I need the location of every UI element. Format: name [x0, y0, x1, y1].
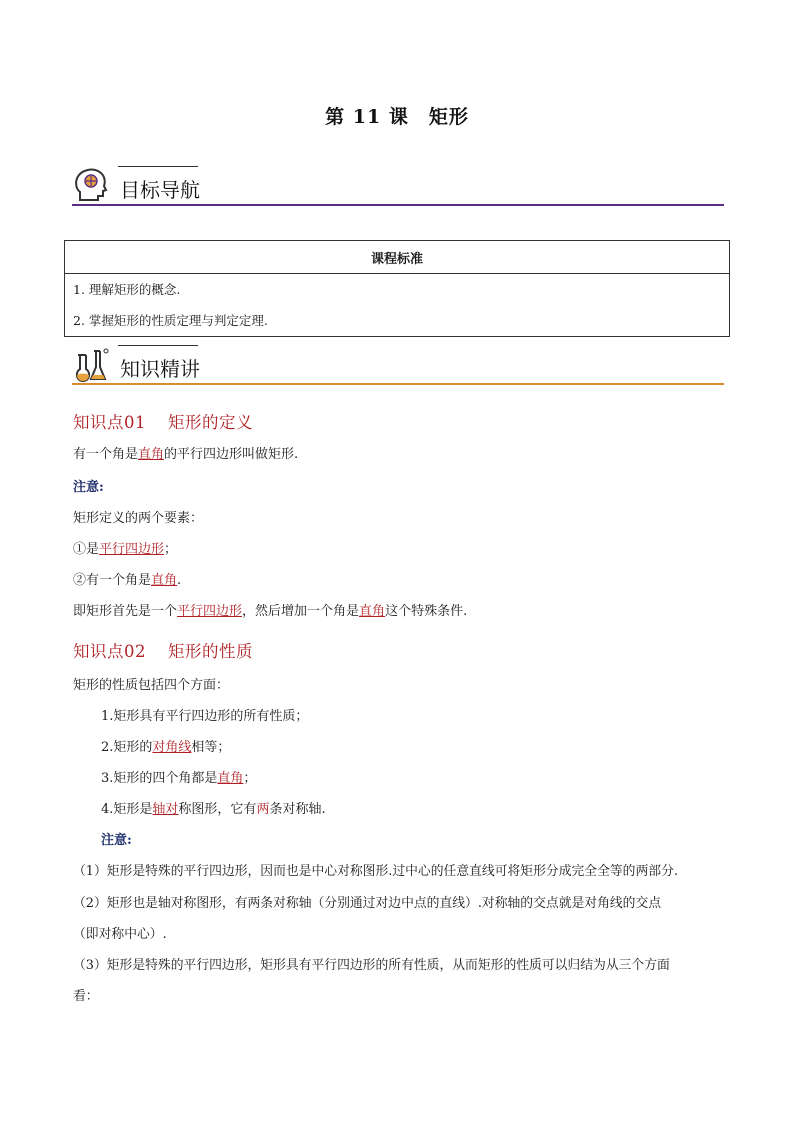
kp2-note-2: （2）矩形也是轴对称图形，有两条对称轴（分别通过对边中点的直线）.对称轴的交点就是对角线的交点 — [73, 896, 662, 911]
kp2-intro: 矩形的性质包括四个方面： — [73, 678, 230, 693]
blank-answer: 轴对 — [152, 802, 179, 817]
text-run: 有一个角是 — [73, 447, 139, 462]
kp2-heading — [73, 638, 253, 662]
text-run: 的平行四边形叫做矩形. — [164, 447, 299, 462]
section-header-goals — [72, 166, 724, 210]
text-run: ； — [164, 542, 178, 557]
kp1-number: 知识点01 — [73, 413, 146, 432]
kp1-note-label: 注意: — [73, 480, 104, 495]
section-top-rule — [118, 166, 198, 167]
text-run: 条对称轴. — [269, 802, 326, 817]
blank-answer: 平行四边形 — [177, 604, 243, 619]
section-top-rule — [118, 345, 198, 346]
text-run: . — [177, 573, 182, 588]
blank-answer: 平行四边形 — [99, 542, 165, 557]
text-run: 这个特殊条件. — [385, 604, 468, 619]
kp1-definition — [73, 446, 298, 464]
kp2-property-3 — [101, 770, 256, 788]
standards-items — [65, 274, 730, 337]
blank-answer: 直角 — [138, 447, 165, 462]
page-title: 第 11 课 矩形 — [325, 106, 469, 128]
text-run: ； — [243, 771, 257, 786]
text-run: ①是 — [73, 542, 100, 557]
section-divider-goals — [72, 204, 724, 206]
kp1-summary — [73, 603, 467, 621]
kp2-property-4 — [101, 801, 326, 819]
brain-head-icon — [72, 166, 112, 206]
blank-answer: 直角 — [359, 604, 386, 619]
kp2-property-1: 1.矩形具有平行四边形的所有性质； — [101, 709, 309, 724]
blank-answer: 两 — [256, 802, 270, 817]
text-run: 称图形，它有 — [178, 802, 257, 817]
text-run: ，然后增加一个角是 — [242, 604, 360, 619]
kp1-heading — [73, 409, 253, 433]
blank-answer: 对角线 — [152, 740, 192, 755]
kp2-name: 矩形的性质 — [168, 642, 253, 661]
kp2-number: 知识点02 — [73, 642, 146, 661]
text-run: 3.矩形的四个角都是 — [101, 771, 218, 786]
kp2-note-3-cont: 看： — [73, 989, 99, 1004]
kp2-property-2 — [101, 739, 230, 757]
text-run: 即矩形首先是一个 — [73, 604, 178, 619]
kp1-element-1 — [73, 541, 177, 559]
text-run: ②有一个角是 — [73, 573, 152, 588]
text-run: 4.矩形是 — [101, 802, 153, 817]
standards-header: 课程标准 — [65, 241, 730, 274]
section-divider-knowledge — [72, 383, 724, 385]
kp2-note-3: （3）矩形是特殊的平行四边形，矩形具有平行四边形的所有性质，从而矩形的性质可以归结为从三个方面 — [73, 958, 670, 973]
kp1-elements-intro: 矩形定义的两个要素： — [73, 511, 204, 526]
lab-flask-icon — [72, 345, 112, 385]
kp2-note-1: （1）矩形是特殊的平行四边形，因而也是中心对称图形.过中心的任意直线可将矩形分成完全全等的两部分. — [73, 864, 678, 879]
kp2-note-2-cont: （即对称中心）. — [73, 927, 167, 942]
standard-item: 1. 理解矩形的概念. — [73, 282, 181, 297]
section-header-knowledge — [72, 345, 724, 389]
text-run: 相等； — [191, 740, 231, 755]
kp1-element-2 — [73, 572, 181, 590]
standard-item: 2. 掌握矩形的性质定理与判定定理. — [73, 313, 268, 328]
blank-answer: 直角 — [217, 771, 244, 786]
blank-answer: 直角 — [151, 573, 178, 588]
kp2-note-label: 注意: — [101, 833, 132, 848]
section-title-knowledge: 知识精讲 — [120, 357, 200, 381]
section-title-goals: 目标导航 — [120, 178, 200, 202]
kp1-name: 矩形的定义 — [168, 413, 253, 432]
text-run: 2.矩形的 — [101, 740, 153, 755]
course-standards-table — [64, 240, 730, 337]
